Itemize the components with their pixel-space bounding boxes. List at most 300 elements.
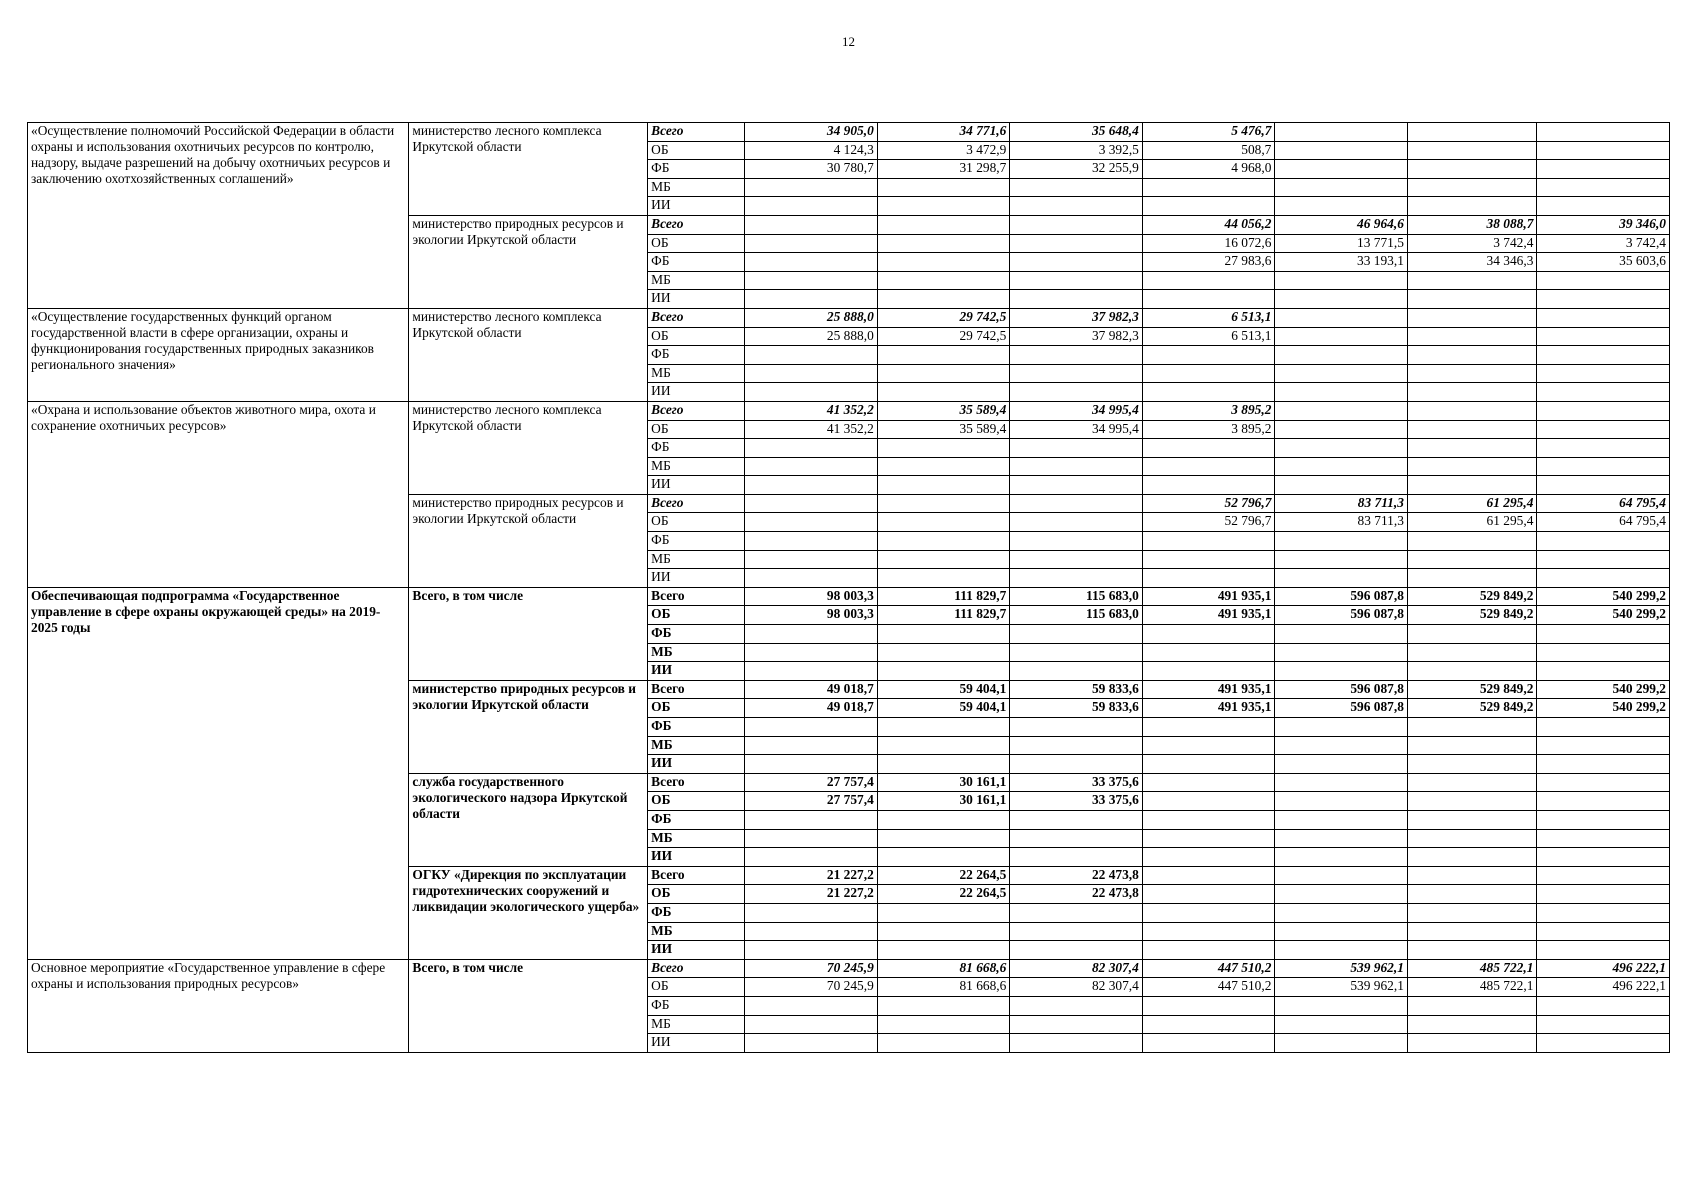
amount-cell <box>1142 996 1275 1015</box>
amount-cell: 27 983,6 <box>1142 253 1275 272</box>
amount-cell <box>1537 755 1670 774</box>
funding-source-cell: ФБ <box>648 810 745 829</box>
amount-cell <box>1275 810 1408 829</box>
amount-cell <box>1275 755 1408 774</box>
amount-cell <box>877 178 1010 197</box>
funding-source-cell: МБ <box>648 178 745 197</box>
amount-cell: 35 603,6 <box>1537 253 1670 272</box>
amount-cell <box>1275 643 1408 662</box>
amount-cell <box>1537 308 1670 327</box>
amount-cell <box>877 662 1010 681</box>
amount-cell <box>1407 439 1536 458</box>
amount-cell <box>1275 1015 1408 1034</box>
amount-cell <box>745 848 878 867</box>
responsible-executor-cell: министерство лесного комплекса Иркутской области <box>409 308 648 401</box>
amount-cell <box>1537 141 1670 160</box>
amount-cell <box>1537 401 1670 420</box>
amount-cell: 70 245,9 <box>745 959 878 978</box>
amount-cell: 496 222,1 <box>1537 978 1670 997</box>
funding-source-cell: ОБ <box>648 141 745 160</box>
funding-source-cell: МБ <box>648 550 745 569</box>
amount-cell <box>745 903 878 922</box>
amount-cell: 25 888,0 <box>745 327 878 346</box>
amount-cell: 29 742,5 <box>877 327 1010 346</box>
amount-cell <box>1407 457 1536 476</box>
amount-cell: 491 935,1 <box>1142 699 1275 718</box>
amount-cell <box>1142 346 1275 365</box>
amount-cell <box>1010 996 1143 1015</box>
funding-source-cell: Всего <box>648 401 745 420</box>
amount-cell <box>1275 439 1408 458</box>
funding-source-cell: Всего <box>648 308 745 327</box>
funding-source-cell: ИИ <box>648 755 745 774</box>
amount-cell: 596 087,8 <box>1275 587 1408 606</box>
amount-cell <box>877 810 1010 829</box>
amount-cell <box>1010 234 1143 253</box>
amount-cell: 83 711,3 <box>1275 513 1408 532</box>
amount-cell <box>1275 364 1408 383</box>
amount-cell <box>1407 1034 1536 1053</box>
amount-cell: 4 124,3 <box>745 141 878 160</box>
responsible-executor-cell: ОГКУ «Дирекция по эксплуатации гидротехнических сооружений и ликвидации экологического ущерба» <box>409 866 648 959</box>
amount-cell <box>1142 457 1275 476</box>
amount-cell <box>1275 773 1408 792</box>
funding-source-cell: ОБ <box>648 327 745 346</box>
amount-cell: 22 264,5 <box>877 866 1010 885</box>
amount-cell: 485 722,1 <box>1407 959 1536 978</box>
amount-cell <box>1142 532 1275 551</box>
amount-cell: 70 245,9 <box>745 978 878 997</box>
amount-cell: 447 510,2 <box>1142 959 1275 978</box>
amount-cell <box>1537 123 1670 142</box>
amount-cell: 3 895,2 <box>1142 420 1275 439</box>
amount-cell <box>1142 178 1275 197</box>
amount-cell: 59 404,1 <box>877 680 1010 699</box>
amount-cell <box>1407 866 1536 885</box>
amount-cell <box>1537 736 1670 755</box>
funding-source-cell: МБ <box>648 457 745 476</box>
amount-cell <box>1537 569 1670 588</box>
amount-cell <box>745 922 878 941</box>
amount-cell <box>1407 736 1536 755</box>
responsible-executor-cell: Всего, в том числе <box>409 587 648 680</box>
funding-source-cell: ОБ <box>648 978 745 997</box>
amount-cell: 30 161,1 <box>877 773 1010 792</box>
amount-cell <box>745 736 878 755</box>
amount-cell <box>1537 866 1670 885</box>
amount-cell <box>1537 922 1670 941</box>
amount-cell <box>1142 829 1275 848</box>
amount-cell: 31 298,7 <box>877 160 1010 179</box>
amount-cell: 35 589,4 <box>877 401 1010 420</box>
funding-source-cell: ИИ <box>648 197 745 216</box>
amount-cell <box>1010 476 1143 495</box>
amount-cell <box>877 643 1010 662</box>
amount-cell <box>1537 271 1670 290</box>
funding-source-cell: Всего <box>648 680 745 699</box>
amount-cell <box>1537 625 1670 644</box>
responsible-executor-cell: министерство лесного комплекса Иркутской области <box>409 123 648 216</box>
amount-cell <box>1275 420 1408 439</box>
funding-source-cell: ИИ <box>648 290 745 309</box>
amount-cell: 30 161,1 <box>877 792 1010 811</box>
funding-source-cell: ФБ <box>648 718 745 737</box>
budget-table <box>27 122 1670 1053</box>
amount-cell <box>1010 736 1143 755</box>
amount-cell <box>877 215 1010 234</box>
amount-cell <box>877 494 1010 513</box>
amount-cell <box>877 476 1010 495</box>
amount-cell <box>1275 569 1408 588</box>
amount-cell <box>1275 662 1408 681</box>
amount-cell: 539 962,1 <box>1275 959 1408 978</box>
amount-cell <box>1407 755 1536 774</box>
amount-cell: 22 473,8 <box>1010 885 1143 904</box>
amount-cell: 33 193,1 <box>1275 253 1408 272</box>
amount-cell <box>1142 290 1275 309</box>
amount-cell: 496 222,1 <box>1537 959 1670 978</box>
activity-name-cell: Обеспечивающая подпрограмма «Государственное управление в сфере охраны окружающей среды» на 2019-2025 годы <box>28 587 409 959</box>
funding-source-cell: МБ <box>648 643 745 662</box>
amount-cell: 59 404,1 <box>877 699 1010 718</box>
amount-cell <box>1142 197 1275 216</box>
amount-cell <box>1010 290 1143 309</box>
amount-cell: 61 295,4 <box>1407 513 1536 532</box>
amount-cell <box>1275 290 1408 309</box>
amount-cell: 38 088,7 <box>1407 215 1536 234</box>
funding-source-cell: ИИ <box>648 383 745 402</box>
amount-cell <box>745 290 878 309</box>
amount-cell: 49 018,7 <box>745 680 878 699</box>
funding-source-cell: ОБ <box>648 699 745 718</box>
funding-source-cell: ОБ <box>648 606 745 625</box>
amount-cell: 3 742,4 <box>1407 234 1536 253</box>
amount-cell <box>1275 625 1408 644</box>
amount-cell <box>745 513 878 532</box>
amount-cell: 82 307,4 <box>1010 959 1143 978</box>
amount-cell <box>1275 792 1408 811</box>
amount-cell <box>1010 848 1143 867</box>
amount-cell <box>877 457 1010 476</box>
amount-cell <box>1010 457 1143 476</box>
amount-cell <box>1407 532 1536 551</box>
amount-cell <box>1142 364 1275 383</box>
amount-cell <box>1010 532 1143 551</box>
amount-cell <box>1537 903 1670 922</box>
amount-cell: 3 472,9 <box>877 141 1010 160</box>
amount-cell <box>1142 476 1275 495</box>
funding-source-cell: ОБ <box>648 234 745 253</box>
funding-source-cell: Всего <box>648 866 745 885</box>
amount-cell <box>745 569 878 588</box>
amount-cell <box>745 532 878 551</box>
amount-cell <box>1537 327 1670 346</box>
amount-cell <box>1010 253 1143 272</box>
amount-cell: 13 771,5 <box>1275 234 1408 253</box>
amount-cell <box>1010 364 1143 383</box>
amount-cell <box>1407 123 1536 142</box>
amount-cell: 508,7 <box>1142 141 1275 160</box>
amount-cell: 33 375,6 <box>1010 792 1143 811</box>
amount-cell: 5 476,7 <box>1142 123 1275 142</box>
amount-cell <box>745 941 878 960</box>
amount-cell <box>1407 271 1536 290</box>
amount-cell: 540 299,2 <box>1537 680 1670 699</box>
amount-cell <box>745 643 878 662</box>
amount-cell <box>745 253 878 272</box>
funding-source-cell: ФБ <box>648 903 745 922</box>
amount-cell <box>1142 625 1275 644</box>
funding-source-cell: Всего <box>648 587 745 606</box>
amount-cell <box>877 513 1010 532</box>
amount-cell <box>877 1034 1010 1053</box>
amount-cell <box>745 996 878 1015</box>
amount-cell <box>745 550 878 569</box>
amount-cell <box>1010 662 1143 681</box>
amount-cell <box>1010 755 1143 774</box>
amount-cell <box>1010 643 1143 662</box>
amount-cell <box>745 1015 878 1034</box>
amount-cell <box>745 178 878 197</box>
amount-cell <box>1010 346 1143 365</box>
amount-cell <box>1537 941 1670 960</box>
amount-cell <box>745 1034 878 1053</box>
amount-cell: 41 352,2 <box>745 420 878 439</box>
amount-cell <box>745 383 878 402</box>
amount-cell <box>1275 123 1408 142</box>
amount-cell <box>1537 532 1670 551</box>
amount-cell <box>1407 178 1536 197</box>
funding-source-cell: Всего <box>648 773 745 792</box>
amount-cell <box>1537 346 1670 365</box>
amount-cell <box>745 625 878 644</box>
funding-source-cell: Всего <box>648 215 745 234</box>
amount-cell <box>1010 810 1143 829</box>
amount-cell: 16 072,6 <box>1142 234 1275 253</box>
amount-cell: 44 056,2 <box>1142 215 1275 234</box>
amount-cell <box>1275 550 1408 569</box>
amount-cell <box>877 1015 1010 1034</box>
amount-cell <box>1407 773 1536 792</box>
amount-cell: 46 964,6 <box>1275 215 1408 234</box>
amount-cell <box>1275 885 1408 904</box>
amount-cell <box>1142 885 1275 904</box>
funding-source-cell: ФБ <box>648 625 745 644</box>
amount-cell <box>745 346 878 365</box>
amount-cell: 52 796,7 <box>1142 513 1275 532</box>
amount-cell: 539 962,1 <box>1275 978 1408 997</box>
amount-cell: 30 780,7 <box>745 160 878 179</box>
amount-cell <box>1142 792 1275 811</box>
amount-cell <box>1537 810 1670 829</box>
funding-source-cell: МБ <box>648 271 745 290</box>
amount-cell <box>1142 1034 1275 1053</box>
amount-cell <box>1142 941 1275 960</box>
amount-cell <box>1407 792 1536 811</box>
funding-source-cell: ИИ <box>648 848 745 867</box>
amount-cell <box>1275 718 1408 737</box>
table-row <box>28 123 1670 142</box>
amount-cell <box>1010 922 1143 941</box>
amount-cell <box>1407 848 1536 867</box>
amount-cell <box>1407 308 1536 327</box>
amount-cell <box>877 941 1010 960</box>
amount-cell: 61 295,4 <box>1407 494 1536 513</box>
amount-cell <box>1275 848 1408 867</box>
funding-source-cell: ФБ <box>648 160 745 179</box>
amount-cell <box>745 662 878 681</box>
funding-source-cell: ИИ <box>648 569 745 588</box>
amount-cell <box>1537 773 1670 792</box>
funding-source-cell: МБ <box>648 364 745 383</box>
amount-cell <box>1010 1034 1143 1053</box>
amount-cell <box>877 346 1010 365</box>
amount-cell: 22 473,8 <box>1010 866 1143 885</box>
activity-name-cell: «Осуществление полномочий Российской Федерации в области охраны и использования охотничьих ресурсов по контролю, надзору, выдаче разрешений на добычу охотничьих ресурсов и заключению охотхозяйственных соглашений» <box>28 123 409 309</box>
amount-cell <box>1275 141 1408 160</box>
amount-cell: 540 299,2 <box>1537 699 1670 718</box>
amount-cell <box>1275 532 1408 551</box>
amount-cell <box>1407 141 1536 160</box>
amount-cell <box>877 829 1010 848</box>
responsible-executor-cell: министерство лесного комплекса Иркутской области <box>409 401 648 494</box>
amount-cell <box>745 197 878 216</box>
amount-cell <box>1010 903 1143 922</box>
amount-cell <box>1142 643 1275 662</box>
amount-cell <box>1407 810 1536 829</box>
amount-cell: 6 513,1 <box>1142 308 1275 327</box>
table-row <box>28 959 1670 978</box>
amount-cell <box>1010 941 1143 960</box>
amount-cell <box>1537 662 1670 681</box>
amount-cell <box>1275 308 1408 327</box>
amount-cell: 37 982,3 <box>1010 327 1143 346</box>
amount-cell <box>1010 718 1143 737</box>
amount-cell <box>745 364 878 383</box>
amount-cell: 529 849,2 <box>1407 680 1536 699</box>
amount-cell: 81 668,6 <box>877 959 1010 978</box>
amount-cell <box>1010 513 1143 532</box>
amount-cell <box>745 457 878 476</box>
amount-cell <box>1010 1015 1143 1034</box>
amount-cell <box>1407 550 1536 569</box>
amount-cell <box>877 625 1010 644</box>
amount-cell <box>1275 457 1408 476</box>
amount-cell <box>1275 736 1408 755</box>
amount-cell <box>1010 625 1143 644</box>
amount-cell: 27 757,4 <box>745 792 878 811</box>
amount-cell <box>1407 625 1536 644</box>
amount-cell: 34 995,4 <box>1010 401 1143 420</box>
amount-cell <box>1275 866 1408 885</box>
amount-cell <box>745 755 878 774</box>
amount-cell <box>1407 290 1536 309</box>
amount-cell: 529 849,2 <box>1407 587 1536 606</box>
amount-cell <box>1275 346 1408 365</box>
amount-cell: 52 796,7 <box>1142 494 1275 513</box>
amount-cell: 83 711,3 <box>1275 494 1408 513</box>
amount-cell <box>1142 903 1275 922</box>
amount-cell: 596 087,8 <box>1275 699 1408 718</box>
funding-source-cell: Всего <box>648 123 745 142</box>
amount-cell <box>1537 439 1670 458</box>
page-number: 12 <box>842 34 855 49</box>
amount-cell: 111 829,7 <box>877 606 1010 625</box>
amount-cell <box>1142 662 1275 681</box>
amount-cell <box>1537 550 1670 569</box>
funding-source-cell: МБ <box>648 829 745 848</box>
amount-cell <box>1407 941 1536 960</box>
amount-cell <box>1275 271 1408 290</box>
amount-cell: 3 392,5 <box>1010 141 1143 160</box>
funding-source-cell: ИИ <box>648 941 745 960</box>
funding-source-cell: ОБ <box>648 420 745 439</box>
amount-cell <box>1537 383 1670 402</box>
amount-cell <box>1407 401 1536 420</box>
amount-cell: 529 849,2 <box>1407 699 1536 718</box>
amount-cell <box>1275 383 1408 402</box>
amount-cell <box>1142 848 1275 867</box>
amount-cell <box>877 922 1010 941</box>
amount-cell <box>877 718 1010 737</box>
amount-cell: 4 968,0 <box>1142 160 1275 179</box>
amount-cell <box>1010 569 1143 588</box>
amount-cell <box>745 439 878 458</box>
amount-cell <box>1010 439 1143 458</box>
funding-source-cell: МБ <box>648 922 745 941</box>
amount-cell <box>1407 996 1536 1015</box>
amount-cell: 491 935,1 <box>1142 680 1275 699</box>
amount-cell <box>1010 829 1143 848</box>
responsible-executor-cell: министерство природных ресурсов и экологии Иркутской области <box>409 494 648 587</box>
amount-cell <box>1407 718 1536 737</box>
amount-cell: 34 995,4 <box>1010 420 1143 439</box>
responsible-executor-cell: министерство природных ресурсов и экологии Иркутской области <box>409 680 648 773</box>
table-row <box>28 308 1670 327</box>
amount-cell <box>1537 885 1670 904</box>
amount-cell: 25 888,0 <box>745 308 878 327</box>
amount-cell <box>1142 755 1275 774</box>
amount-cell: 59 833,6 <box>1010 699 1143 718</box>
amount-cell: 21 227,2 <box>745 885 878 904</box>
amount-cell <box>1275 160 1408 179</box>
amount-cell <box>1537 1015 1670 1034</box>
amount-cell: 540 299,2 <box>1537 606 1670 625</box>
amount-cell: 37 982,3 <box>1010 308 1143 327</box>
funding-source-cell: ФБ <box>648 532 745 551</box>
amount-cell: 35 648,4 <box>1010 123 1143 142</box>
amount-cell <box>1407 364 1536 383</box>
amount-cell <box>1537 160 1670 179</box>
amount-cell: 34 905,0 <box>745 123 878 142</box>
amount-cell: 27 757,4 <box>745 773 878 792</box>
amount-cell: 64 795,4 <box>1537 513 1670 532</box>
amount-cell: 485 722,1 <box>1407 978 1536 997</box>
amount-cell <box>1142 718 1275 737</box>
funding-source-cell: ФБ <box>648 253 745 272</box>
amount-cell: 115 683,0 <box>1010 606 1143 625</box>
activity-name-cell: «Охрана и использование объектов животного мира, охота и сохранение охотничьих ресурсов» <box>28 401 409 587</box>
amount-cell: 98 003,3 <box>745 606 878 625</box>
amount-cell <box>1142 922 1275 941</box>
amount-cell <box>745 829 878 848</box>
amount-cell <box>1407 346 1536 365</box>
amount-cell <box>1275 829 1408 848</box>
amount-cell <box>1537 178 1670 197</box>
amount-cell <box>1537 457 1670 476</box>
amount-cell: 34 346,3 <box>1407 253 1536 272</box>
amount-cell: 49 018,7 <box>745 699 878 718</box>
